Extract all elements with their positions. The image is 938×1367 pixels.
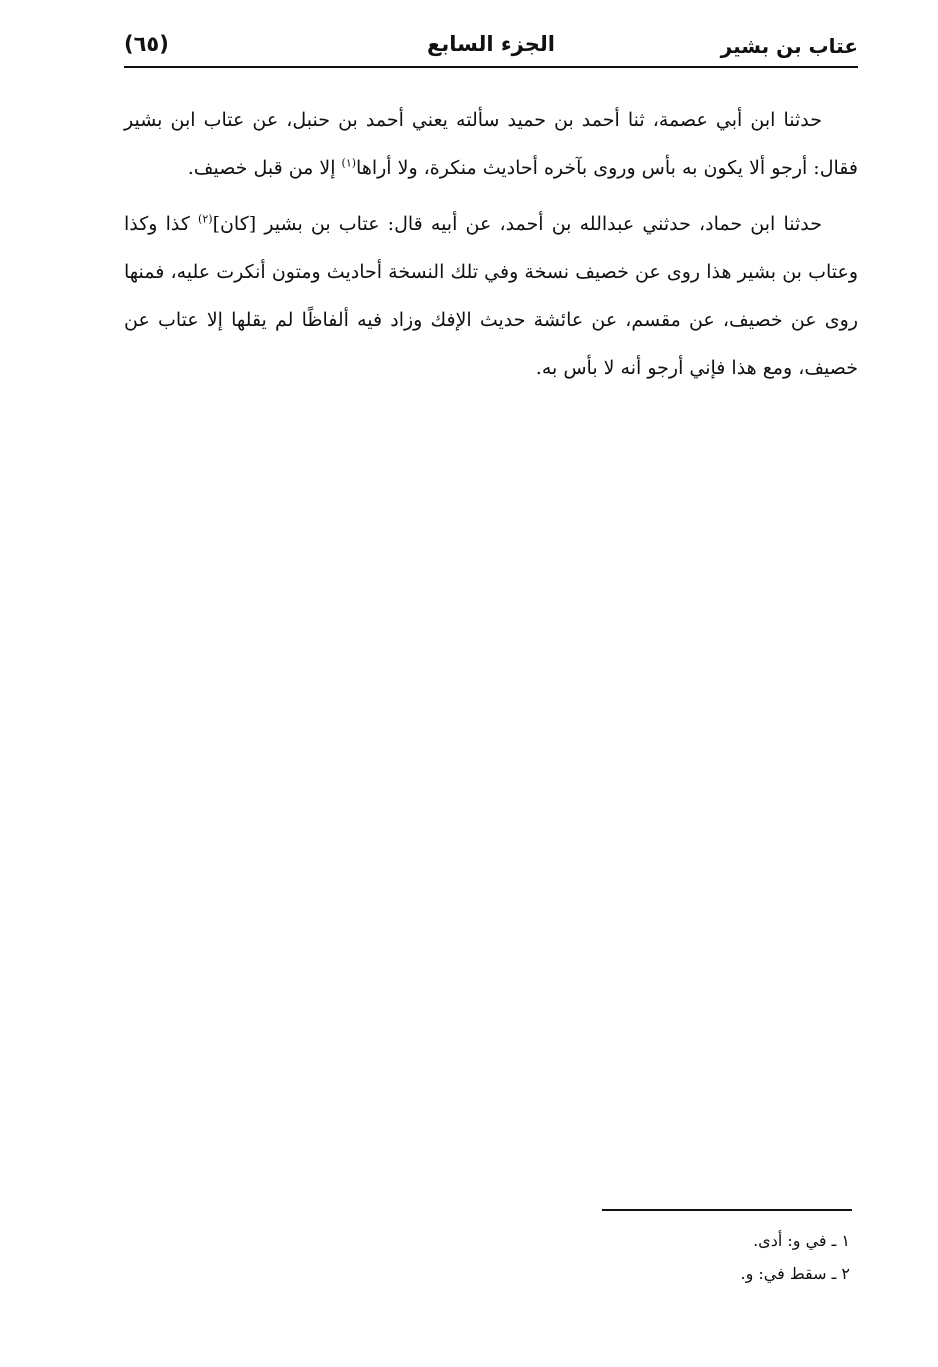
footnote-2: ٢ ـ سقط في: و. [740,1264,850,1283]
footnotes [450,1224,850,1290]
page-number: (٦٥) [124,32,169,56]
running-header [124,30,858,64]
header-entry-title: عتاب بن بشير [720,34,858,58]
paragraph-1-text-end: إلا من قبل خصيف. [187,157,342,179]
paragraph-2-text-end: كذا وكذا وعتاب بن بشير هذا روى عن خصيف نسخة وفي تلك النسخة أحاديث ومتون أنكرت عليه، فمنها روى عن خصيف، عن مقسم، عن عائشة حديث الإفك وزاد فيه ألفاظًا لم يقلها إلا عتاب عن خصيف، ومع هذا فإني أرجو أنه لا بأس به. [124,213,858,379]
footnote-ref-2: (٢) [198,212,213,226]
footnote-ref-1: (١) [341,156,357,170]
paragraph-1 [124,96,858,192]
paragraph-1-text: حدثنا ابن أبي عصمة، ثنا أحمد بن حميد سألته يعني أحمد بن حنبل، عن عتاب ابن بشير فقال: أرجو ألا يكون به بأس وروى بآخره أحاديث منكرة، ولا أراها [124,109,858,179]
footnote-1: ١ ـ في و: أدى. [753,1231,850,1250]
paragraph-2-text: حدثنا ابن حماد، حدثني عبدالله بن أحمد، عن أبيه قال: عتاب بن بشير [كان] [212,213,822,235]
header-volume-title: الجزء السابع [427,32,555,56]
paragraph-2 [124,200,858,392]
footnote-rule [602,1209,852,1211]
main-text [124,96,858,400]
header-rule [124,66,858,68]
